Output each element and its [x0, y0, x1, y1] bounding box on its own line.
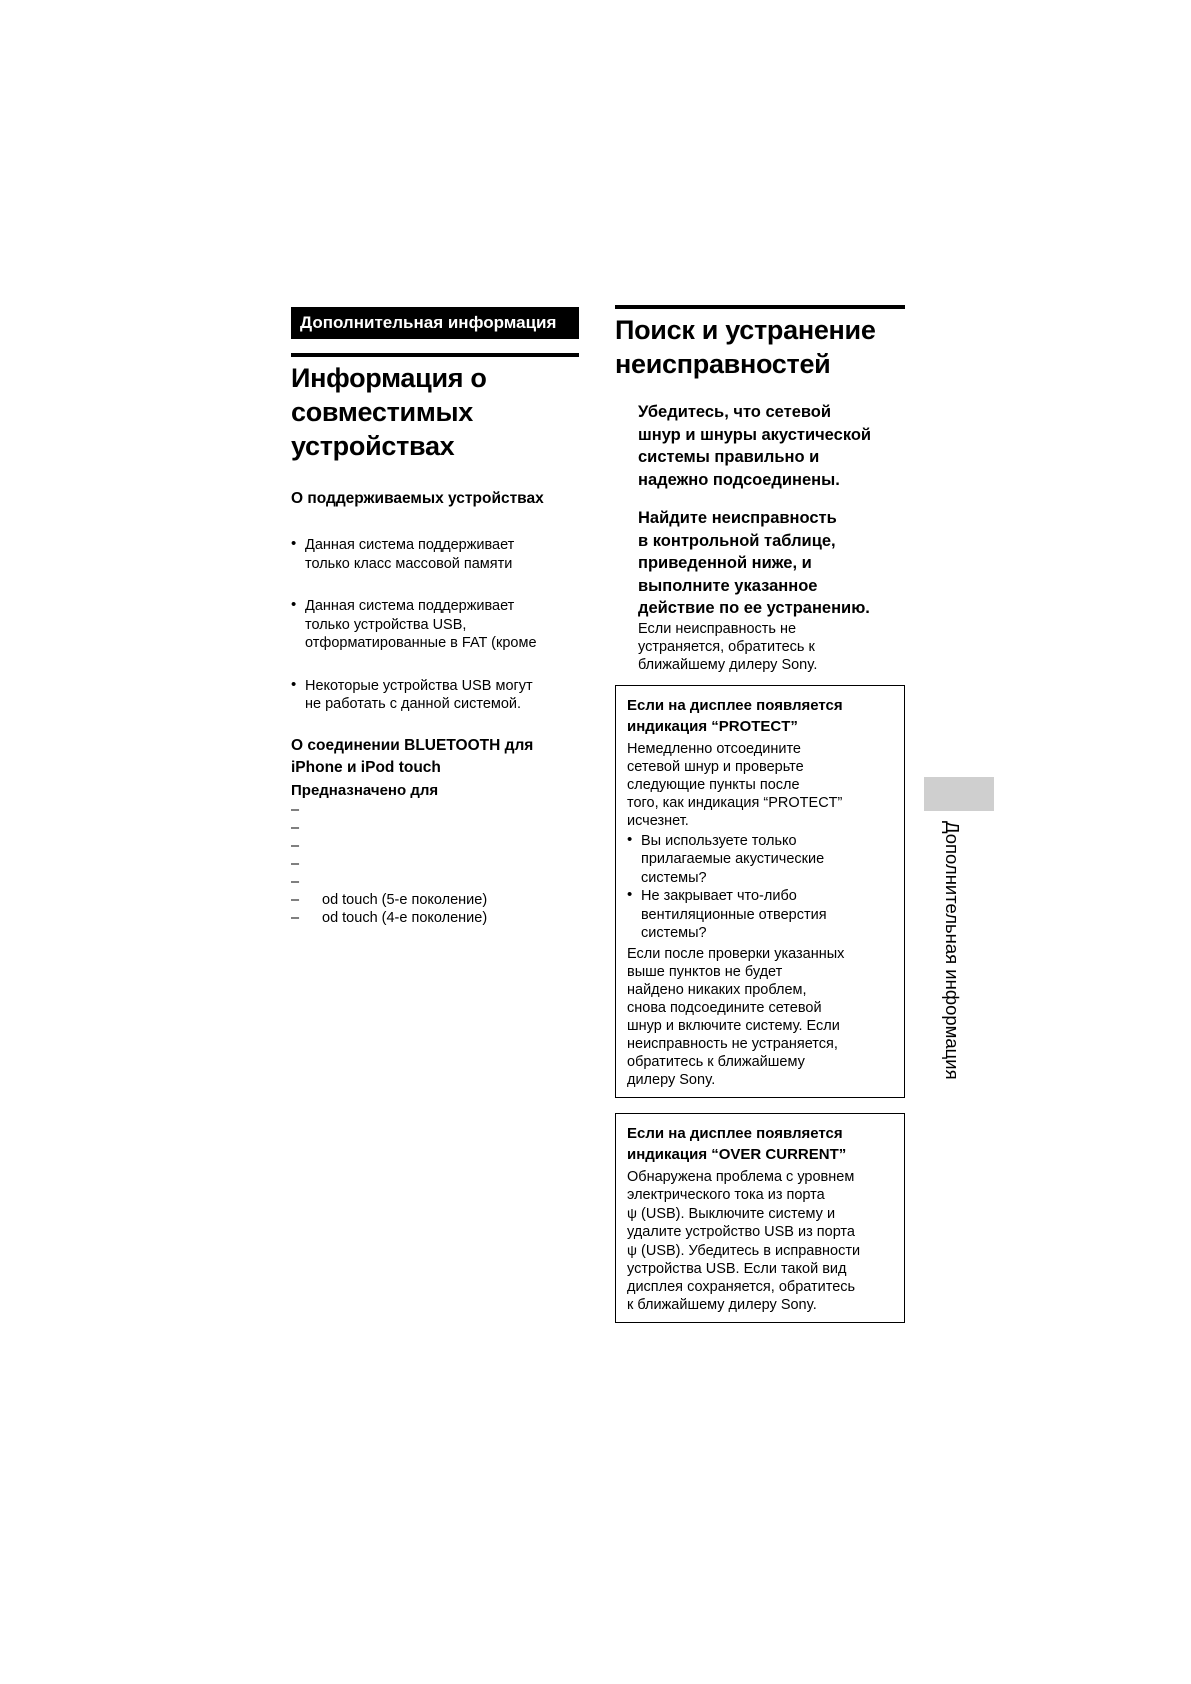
protect-box-heading: Если на дисплее появляется индикация “PROTECT” [627, 696, 843, 735]
supported-devices-heading: О поддерживаемых устройствах [291, 490, 544, 507]
troubleshooting-title: Поиск и устранение неисправностей [615, 315, 876, 379]
list-item: • Вы используете только прилагаемые акустические системы? [627, 832, 893, 888]
list-item: • Данная система поддерживает только класс массовой памяти [291, 536, 579, 573]
right-column [615, 305, 905, 1323]
list-item: – [291, 801, 300, 818]
step-1: Убедитесь, что сетевой шнур и шнуры акустической системы правильно и надежно подсоединены. [638, 403, 872, 489]
list-item: – [291, 837, 300, 854]
intended-for-heading: Предназначено для [291, 781, 439, 799]
side-tab-marker [924, 777, 994, 811]
steps [615, 401, 905, 674]
protect-box-outro: Если после проверки указанных выше пунктов не будет найдено никаких проблем, снова подсоедините сетевой шнур и включите систему. Если неисправность не устраняется, обратитесь к ближайшему дилеру Sony. [627, 945, 845, 1088]
step-2: Найдите неисправность в контрольной таблице, приведенной ниже, и выполните указанное действие по ее устранению. [638, 509, 870, 617]
list-item: • Не закрывает что-либо вентиляционные отверстия системы? [627, 887, 893, 943]
list-item: – od touch (5-е поколение) [291, 891, 488, 908]
side-section-label: Дополнительная информация [942, 821, 963, 1080]
overcurrent-box-text: Обнаружена проблема с уровнем электрического тока из порта ψ (USB). Выключите систему и удалите устройство USB из порта ψ (USB). Убедитесь в исправности устройства USB. Если такой вид дисплея сохраняется, обратитесь к ближайшему дилеру Sony. [627, 1168, 861, 1313]
protect-box-checklist [627, 832, 893, 943]
page-title: Информация о совместимых устройствах [291, 363, 487, 461]
overcurrent-box [615, 1113, 905, 1323]
list-item: • Данная система поддерживает только устройства USB, отформатированные в FAT (кроме [291, 597, 579, 653]
list-item: – [291, 819, 300, 836]
protect-box [615, 685, 905, 1098]
step-2-note: Если неисправность не устраняется, обратитесь к ближайшему дилеру Sony. [638, 620, 818, 673]
title-rule [615, 305, 905, 309]
list-item: – od touch (4-е поколение) [291, 909, 488, 926]
supported-devices-list [291, 536, 579, 714]
list-item: – [291, 855, 300, 872]
protect-box-intro: Немедленно отсоедините сетевой шнур и проверьте следующие пункты после того, как индикация “PROTECT” исчезнет. [627, 740, 843, 829]
list-item: – [291, 873, 300, 890]
overcurrent-box-heading: Если на дисплее появляется индикация “OVER CURRENT” [627, 1124, 847, 1163]
bluetooth-heading: О соединении BLUETOOTH для iPhone и iPod touch [291, 736, 534, 776]
intended-devices-list [291, 801, 579, 927]
title-rule [291, 353, 579, 357]
left-column [291, 307, 579, 927]
section-label: Дополнительная информация [291, 307, 579, 339]
usb-icon: ψ [627, 1241, 637, 1258]
list-item: • Некоторые устройства USB могут не работать с данной системой. [291, 677, 579, 714]
usb-icon: ψ [627, 1204, 637, 1221]
